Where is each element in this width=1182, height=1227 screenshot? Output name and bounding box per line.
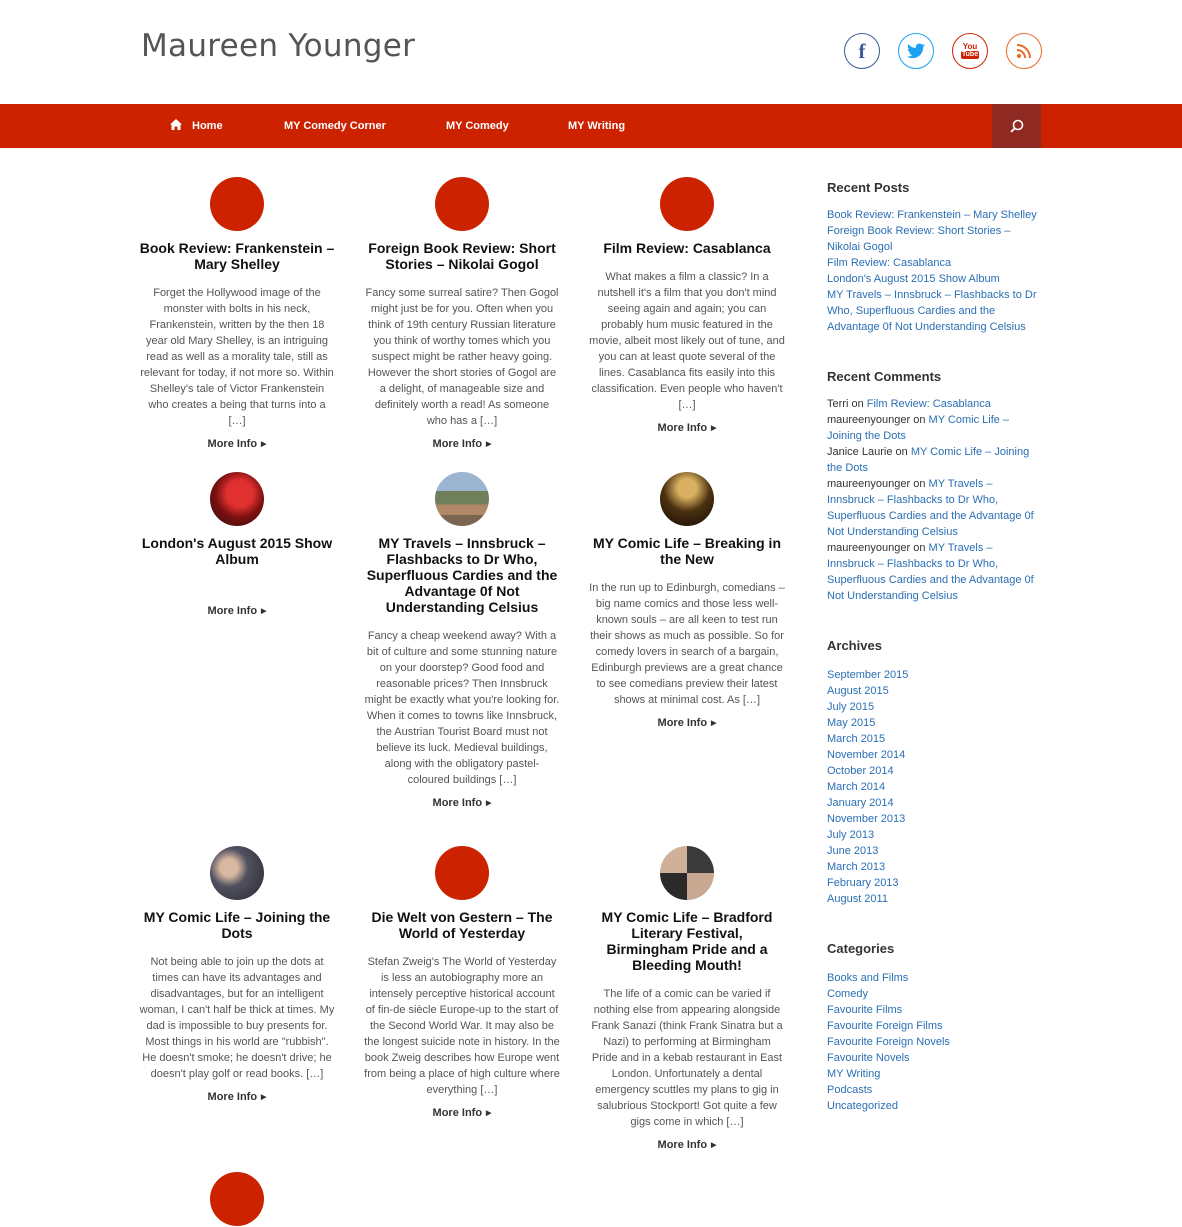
list-item <box>827 396 1042 412</box>
list-item <box>827 1066 1042 1082</box>
categories-list <box>827 970 1042 1114</box>
list-item <box>827 1098 1042 1114</box>
list-item <box>827 667 1042 683</box>
list-item <box>827 986 1042 1002</box>
more-info-label: More Info <box>432 1107 483 1119</box>
list-item <box>827 843 1042 859</box>
recent-post-link[interactable]: London's August 2015 Show Album <box>827 273 1000 285</box>
recent-post-link[interactable]: Foreign Book Review: Short Stories – Nikolai Gogol <box>827 225 1011 253</box>
category-link[interactable]: MY Writing <box>827 1068 881 1080</box>
more-info-label: More Info <box>207 605 258 617</box>
post-excerpt: Stefan Zweig's The World of Yesterday is less an autobiography more an intensely perceptive historical account of fin-de siècle Europe-up to the start of the Second World War. It may also be the longest suicide note in history. In the book Zweig describes how Europe went from being a place of high culture where everything […] <box>364 956 560 1096</box>
home-icon <box>170 119 182 130</box>
facebook-glyph: f <box>858 38 866 63</box>
post-excerpt: Not being able to join up the dots at times can have its advantages and disadvantages, but for an intelligent woman, I can't half be thick at times. My dad is impossible to buy presents for. Most things in his world are "rubbish". He doesn't smoke; he doesn't drive; he doesn't play golf or read books. […] <box>139 956 335 1080</box>
site-header <box>0 0 1182 104</box>
more-info-label: More Info <box>657 422 708 434</box>
comment-on: on <box>895 446 908 458</box>
post-card <box>364 472 560 809</box>
category-link[interactable]: Favourite Foreign Films <box>827 1020 943 1032</box>
widget-title: Recent Comments <box>827 369 942 384</box>
list-item <box>827 287 1042 335</box>
list-item <box>827 827 1042 843</box>
archive-link[interactable]: March 2013 <box>827 861 886 873</box>
caret-right-icon: ▶ <box>486 1110 492 1117</box>
post-excerpt <box>139 580 335 596</box>
post-title[interactable]: London's August 2015 Show Album <box>141 535 333 567</box>
archive-link[interactable]: October 2014 <box>827 765 894 777</box>
comment-post-link[interactable]: MY Travels – Innsbruck – Flashbacks to Dr Who, Superfluous Cardies and the Advantage 0f Not Understanding Celsius <box>827 542 1034 602</box>
nav-my-writing[interactable]: MY Writing <box>568 120 626 132</box>
post-title[interactable]: MY Comic Life – Joining the Dots <box>143 909 331 941</box>
post-title[interactable]: MY Comic Life – Bradford Literary Festival, Birmingham Pride and a Bleeding Mouth! <box>601 909 773 973</box>
comment-author: Janice Laurie <box>827 446 893 458</box>
post-thumbnail[interactable] <box>660 177 714 231</box>
more-info-link[interactable] <box>139 438 335 450</box>
post-thumbnail[interactable] <box>210 177 264 231</box>
youtube-icon[interactable] <box>952 33 988 69</box>
youtube-logo <box>961 43 979 59</box>
comment-post-link[interactable]: MY Comic Life – Joining the Dots <box>827 446 1030 474</box>
widget-title: Categories <box>827 941 895 956</box>
archive-link[interactable]: March 2015 <box>827 733 886 745</box>
search-button[interactable] <box>992 104 1041 148</box>
more-info-label: More Info <box>657 1139 708 1151</box>
post-title[interactable]: MY Travels – Innsbruck – Flashbacks to Dr Who, Superfluous Cardies and the Advantage 0f Not Understanding Celsius <box>366 535 558 615</box>
list-item <box>827 811 1042 827</box>
archive-link[interactable]: June 2013 <box>827 845 879 857</box>
category-link[interactable]: Favourite Foreign Novels <box>827 1036 950 1048</box>
more-info-link[interactable] <box>589 717 785 729</box>
more-info-label: More Info <box>432 797 483 809</box>
post-excerpt: Forget the Hollywood image of the monster with bolts in his neck, Frankenstein, written by the then 18 year old Mary Shelley, is an intriguing read as well as a morality tale, still as relevant for today, if not more so. Within Shelley's tale of Victor Frankenstein who creates a being that turns into a […] <box>140 287 334 427</box>
more-info-link[interactable] <box>364 797 560 809</box>
post-title[interactable]: Foreign Book Review: Short Stories – Nikolai Gogol <box>368 240 556 272</box>
more-info-link[interactable] <box>364 1107 560 1119</box>
rss-icon[interactable] <box>1006 33 1042 69</box>
comment-post-link[interactable]: MY Comic Life – Joining the Dots <box>827 414 1010 442</box>
archive-link[interactable]: March 2014 <box>827 781 886 793</box>
list-item <box>827 223 1042 255</box>
more-info-link[interactable] <box>589 422 785 434</box>
comment-on: on <box>913 414 926 426</box>
comment-on: on <box>913 542 926 554</box>
post-card <box>139 177 335 450</box>
caret-right-icon: ▶ <box>711 425 717 432</box>
recent-posts-list <box>827 207 1042 335</box>
archive-link[interactable]: May 2015 <box>827 717 876 729</box>
comment-author: Terri <box>827 398 849 410</box>
list-item <box>827 207 1042 223</box>
archive-link[interactable]: August 2011 <box>827 893 888 905</box>
category-link[interactable]: Comedy <box>827 988 868 1000</box>
comment-on: on <box>913 478 926 490</box>
post-thumbnail[interactable] <box>210 1172 264 1226</box>
archive-link[interactable]: July 2015 <box>827 701 875 713</box>
caret-right-icon: ▶ <box>261 1094 267 1101</box>
more-info-link[interactable] <box>139 605 335 617</box>
archive-link[interactable]: February 2013 <box>827 877 899 889</box>
list-item <box>827 763 1042 779</box>
list-item <box>827 1002 1042 1018</box>
post-thumbnail[interactable] <box>435 846 489 900</box>
archive-link[interactable]: August 2015 <box>827 685 889 697</box>
post-excerpt: Fancy some surreal satire? Then Gogol might just be for you. Often when you think of 19th century Russian literature you think of worthy tomes which you suspect might be rather heavy going. However the short stories of Gogol are a delight, of manageable size and definitely worth a read! As someone who has a […] <box>365 287 559 427</box>
list-item <box>827 444 1042 476</box>
post-card <box>589 177 785 434</box>
comment-author: maureenyounger <box>827 542 911 554</box>
post-thumbnail[interactable] <box>660 846 714 900</box>
caret-right-icon: ▶ <box>486 800 492 807</box>
list-item <box>827 1018 1042 1034</box>
archive-link[interactable]: November 2013 <box>827 813 906 825</box>
more-info-label: More Info <box>432 438 483 450</box>
widget-title: Recent Posts <box>827 180 910 195</box>
list-item <box>827 1050 1042 1066</box>
list-item <box>827 476 1042 540</box>
recent-comments-widget <box>827 369 1042 604</box>
youtube-you: You <box>962 42 978 51</box>
caret-right-icon: ▶ <box>711 720 717 727</box>
site-title[interactable]: Maureen Younger <box>141 28 416 64</box>
list-item <box>827 715 1042 731</box>
twitter-icon[interactable] <box>898 33 934 69</box>
list-item <box>827 1082 1042 1098</box>
recent-post-link[interactable]: MY Travels – Innsbruck – Flashbacks to Dr Who, Superfluous Cardies and the Advantage 0f Not Understanding Celsius <box>827 289 1037 333</box>
list-item <box>827 540 1042 604</box>
archives-widget <box>827 638 1042 907</box>
recent-post-link[interactable]: Book Review: Frankenstein – Mary Shelley <box>827 209 1037 221</box>
list-item <box>827 271 1042 287</box>
comment-post-link[interactable]: MY Travels – Innsbruck – Flashbacks to Dr Who, Superfluous Cardies and the Advantage 0f Not Understanding Celsius <box>827 478 1034 538</box>
list-item <box>827 970 1042 986</box>
caret-right-icon: ▶ <box>486 441 492 448</box>
category-link[interactable]: Books and Films <box>827 972 909 984</box>
comment-author: maureenyounger <box>827 478 911 490</box>
search-icon <box>1010 119 1024 133</box>
twitter-bird-icon <box>907 43 925 59</box>
recent-posts-widget <box>827 180 1042 335</box>
list-item <box>827 779 1042 795</box>
post-card <box>139 472 335 617</box>
caret-right-icon: ▶ <box>261 441 267 448</box>
more-info-link[interactable] <box>139 1091 335 1103</box>
post-thumbnail[interactable] <box>435 472 489 526</box>
more-info-label: More Info <box>207 1091 258 1103</box>
comment-author: maureenyounger <box>827 414 911 426</box>
nav-my-comedy-corner[interactable]: MY Comedy Corner <box>284 120 386 132</box>
category-link[interactable]: Uncategorized <box>827 1100 898 1112</box>
nav-home-label: Home <box>192 120 223 132</box>
sidebar <box>827 180 1042 1114</box>
more-info-link[interactable] <box>364 438 560 450</box>
post-excerpt: In the run up to Edinburgh, comedians – big name comics and those less well-known souls – are all keen to test run their shows as much as possible. So for comedy lovers in search of a bargain, Edinburgh previews are a great chance to see comedians preview their latest shows at minimal cost. As […] <box>589 582 785 706</box>
post-excerpt: Fancy a cheap weekend away? With a bit of culture and some stunning nature on your doorstep? Good food and reasonable prices? Then Innsbruck might be exactly what you're looking for. When it comes to towns like Innsbruck, the Austrian Tourist Board must not believe its luck. Medieval buildings, along with the obligatory pastel-coloured buildings […] <box>364 630 560 786</box>
post-title[interactable]: MY Comic Life – Breaking in the New <box>592 535 781 567</box>
archive-link[interactable]: September 2015 <box>827 669 909 681</box>
comment-post-link[interactable]: Film Review: Casablanca <box>866 398 991 410</box>
list-item <box>827 255 1042 271</box>
facebook-icon[interactable] <box>844 33 880 69</box>
category-link[interactable]: Favourite Novels <box>827 1052 910 1064</box>
list-item <box>827 859 1042 875</box>
caret-right-icon: ▶ <box>261 608 267 615</box>
more-info-label: More Info <box>657 717 708 729</box>
rss-feed-icon <box>1016 43 1032 59</box>
nav-my-comedy[interactable]: MY Comedy <box>446 120 509 132</box>
more-info-link[interactable] <box>589 1139 785 1151</box>
archive-link[interactable]: July 2013 <box>827 829 875 841</box>
post-title[interactable]: Film Review: Casablanca <box>603 240 771 256</box>
recent-post-link[interactable]: Film Review: Casablanca <box>827 257 952 269</box>
post-excerpt: What makes a film a classic? In a nutshell it's a film that you don't mind seeing again and again; you can probably hum music featured in the movie, albeit most likely out of tune, and you can at least quote several of the lines. Casablanca fits easily into this classification. Even people who haven't […] <box>589 271 785 411</box>
list-item <box>827 795 1042 811</box>
main-navigation <box>0 104 1182 148</box>
list-item <box>827 891 1042 907</box>
categories-widget <box>827 941 1042 1114</box>
post-excerpt: The life of a comic can be varied if nothing else from appearing alongside Frank Sanazi (think Frank Sinatra but a Nazi) to performing at Birmingham Pride and in a kebab restaurant in East London. Unfortunately a dental emergency scuttles my plans to gig in salubrious Stockport! Got quite a few gigs come in which […] <box>591 988 783 1128</box>
archive-link[interactable]: January 2014 <box>827 797 894 809</box>
category-link[interactable]: Favourite Films <box>827 1004 903 1016</box>
list-item <box>827 875 1042 891</box>
archives-list <box>827 667 1042 907</box>
list-item <box>827 747 1042 763</box>
post-thumbnail[interactable] <box>435 177 489 231</box>
archive-link[interactable]: November 2014 <box>827 749 906 761</box>
post-thumbnail[interactable] <box>660 472 714 526</box>
list-item <box>827 699 1042 715</box>
category-link[interactable]: Podcasts <box>827 1084 873 1096</box>
widget-title: Archives <box>827 638 882 653</box>
post-thumbnail[interactable] <box>210 846 264 900</box>
post-card <box>139 846 335 1103</box>
comment-on: on <box>851 398 864 410</box>
list-item <box>827 412 1042 444</box>
post-card <box>589 472 785 729</box>
list-item <box>827 683 1042 699</box>
post-card <box>364 177 560 450</box>
post-card <box>364 846 560 1119</box>
post-card <box>589 846 785 1151</box>
post-title[interactable]: Book Review: Frankenstein – Mary Shelley <box>139 240 335 272</box>
post-thumbnail[interactable] <box>210 472 264 526</box>
caret-right-icon: ▶ <box>711 1142 717 1149</box>
post-card <box>139 1172 335 1226</box>
recent-comments-list <box>827 396 1042 604</box>
list-item <box>827 731 1042 747</box>
list-item <box>827 1034 1042 1050</box>
nav-home[interactable] <box>170 104 223 148</box>
youtube-tube: Tube <box>961 51 979 58</box>
post-title[interactable]: Die Welt von Gestern – The World of Yesterday <box>371 909 553 941</box>
more-info-label: More Info <box>207 438 258 450</box>
